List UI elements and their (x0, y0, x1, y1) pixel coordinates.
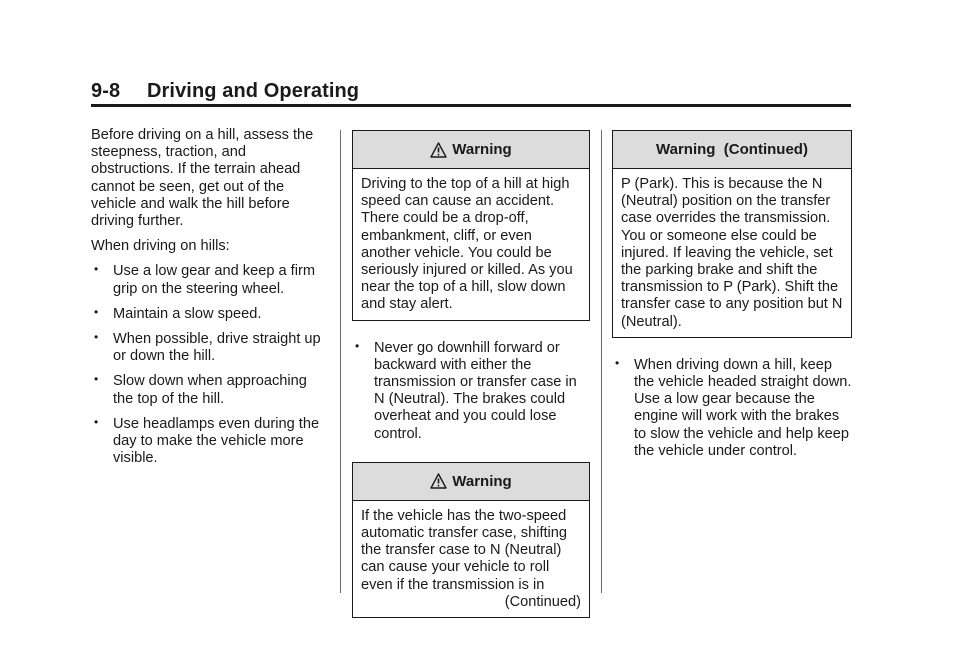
bullet-icon: • (355, 338, 360, 353)
warning-box (352, 130, 590, 321)
warning-header (353, 463, 589, 501)
bullet-icon: • (94, 414, 99, 429)
warning-body (353, 501, 589, 617)
list-item: • When possible, drive straight up or down the hill. (94, 330, 321, 365)
warning-text: If the vehicle has the two-speed automatic transfer case, shifting the transfer case to N (Neutral) can cause your vehicle to roll even if the transmission is in (361, 507, 568, 593)
column-2 (352, 130, 590, 618)
page-header (91, 80, 359, 103)
bullet-icon: • (94, 330, 99, 345)
warning-header (613, 131, 851, 169)
warning-triangle-icon (430, 142, 447, 158)
list-item: • Maintain a slow speed. (94, 304, 262, 322)
continued-label: (Continued) (504, 593, 581, 610)
column-3 (612, 130, 852, 468)
warning-title: Warning (Continued) (656, 140, 808, 158)
section-title: Driving and Operating (147, 80, 360, 102)
lead-paragraph: When driving on hills: (91, 238, 230, 255)
section-number: 9-8 (91, 80, 121, 102)
warning-body: P (Park). This is because the N (Neutral) position on the transfer case overrides the transmission. You or someone else could be injured. If leaving the vehicle, set the parking brake and shift the transmission to P (Park). Shift the transfer case to any position but N (Neutral). (621, 176, 843, 330)
bullet-icon: • (615, 355, 620, 370)
bullet-icon: • (94, 262, 99, 277)
warning-body: Driving to the top of a hill at high speed can cause an accident. There could be a drop-off, embankment, cliff, or even another vehicle. You could be seriously injured or killed. As you near the top of a hill, slow down and stay alert. (361, 176, 573, 313)
column-divider (601, 130, 602, 593)
column-divider (340, 130, 341, 593)
downhill-list (612, 357, 852, 460)
list-item: • Slow down when approaching the top of the hill. (94, 372, 307, 407)
column-1 (91, 127, 327, 475)
hill-tips-list (91, 263, 327, 467)
bullet-icon: • (94, 304, 99, 319)
bullet-icon: • (94, 372, 99, 387)
list-item: • When driving down a hill, keep the vehicle headed straight down. Use a low gear because the engine will work with the brakes to slow the vehicle and help keep the vehicle under control. (615, 355, 852, 459)
warning-box (612, 130, 852, 338)
list-item: • Use a low gear and keep a firm grip on the steering wheel. (94, 262, 315, 297)
warning-triangle-icon (430, 473, 447, 489)
warning-box (352, 462, 590, 618)
warning-title: Warning (452, 472, 512, 490)
downhill-list (352, 340, 590, 443)
header-rule (91, 104, 851, 107)
warning-title: Warning (452, 140, 512, 158)
list-item: • Use headlamps even during the day to make the vehicle more visible. (94, 414, 320, 467)
list-item: • Never go downhill forward or backward with either the transmission or transfer case in N (Neutral). The brakes could overheat and you could lose control. (355, 338, 577, 442)
intro-paragraph: Before driving on a hill, assess the steepness, traction, and obstructions. If the terrain ahead cannot be seen, get out of the vehicle and walk the hill before driving further. (91, 127, 314, 230)
warning-header (353, 131, 589, 169)
